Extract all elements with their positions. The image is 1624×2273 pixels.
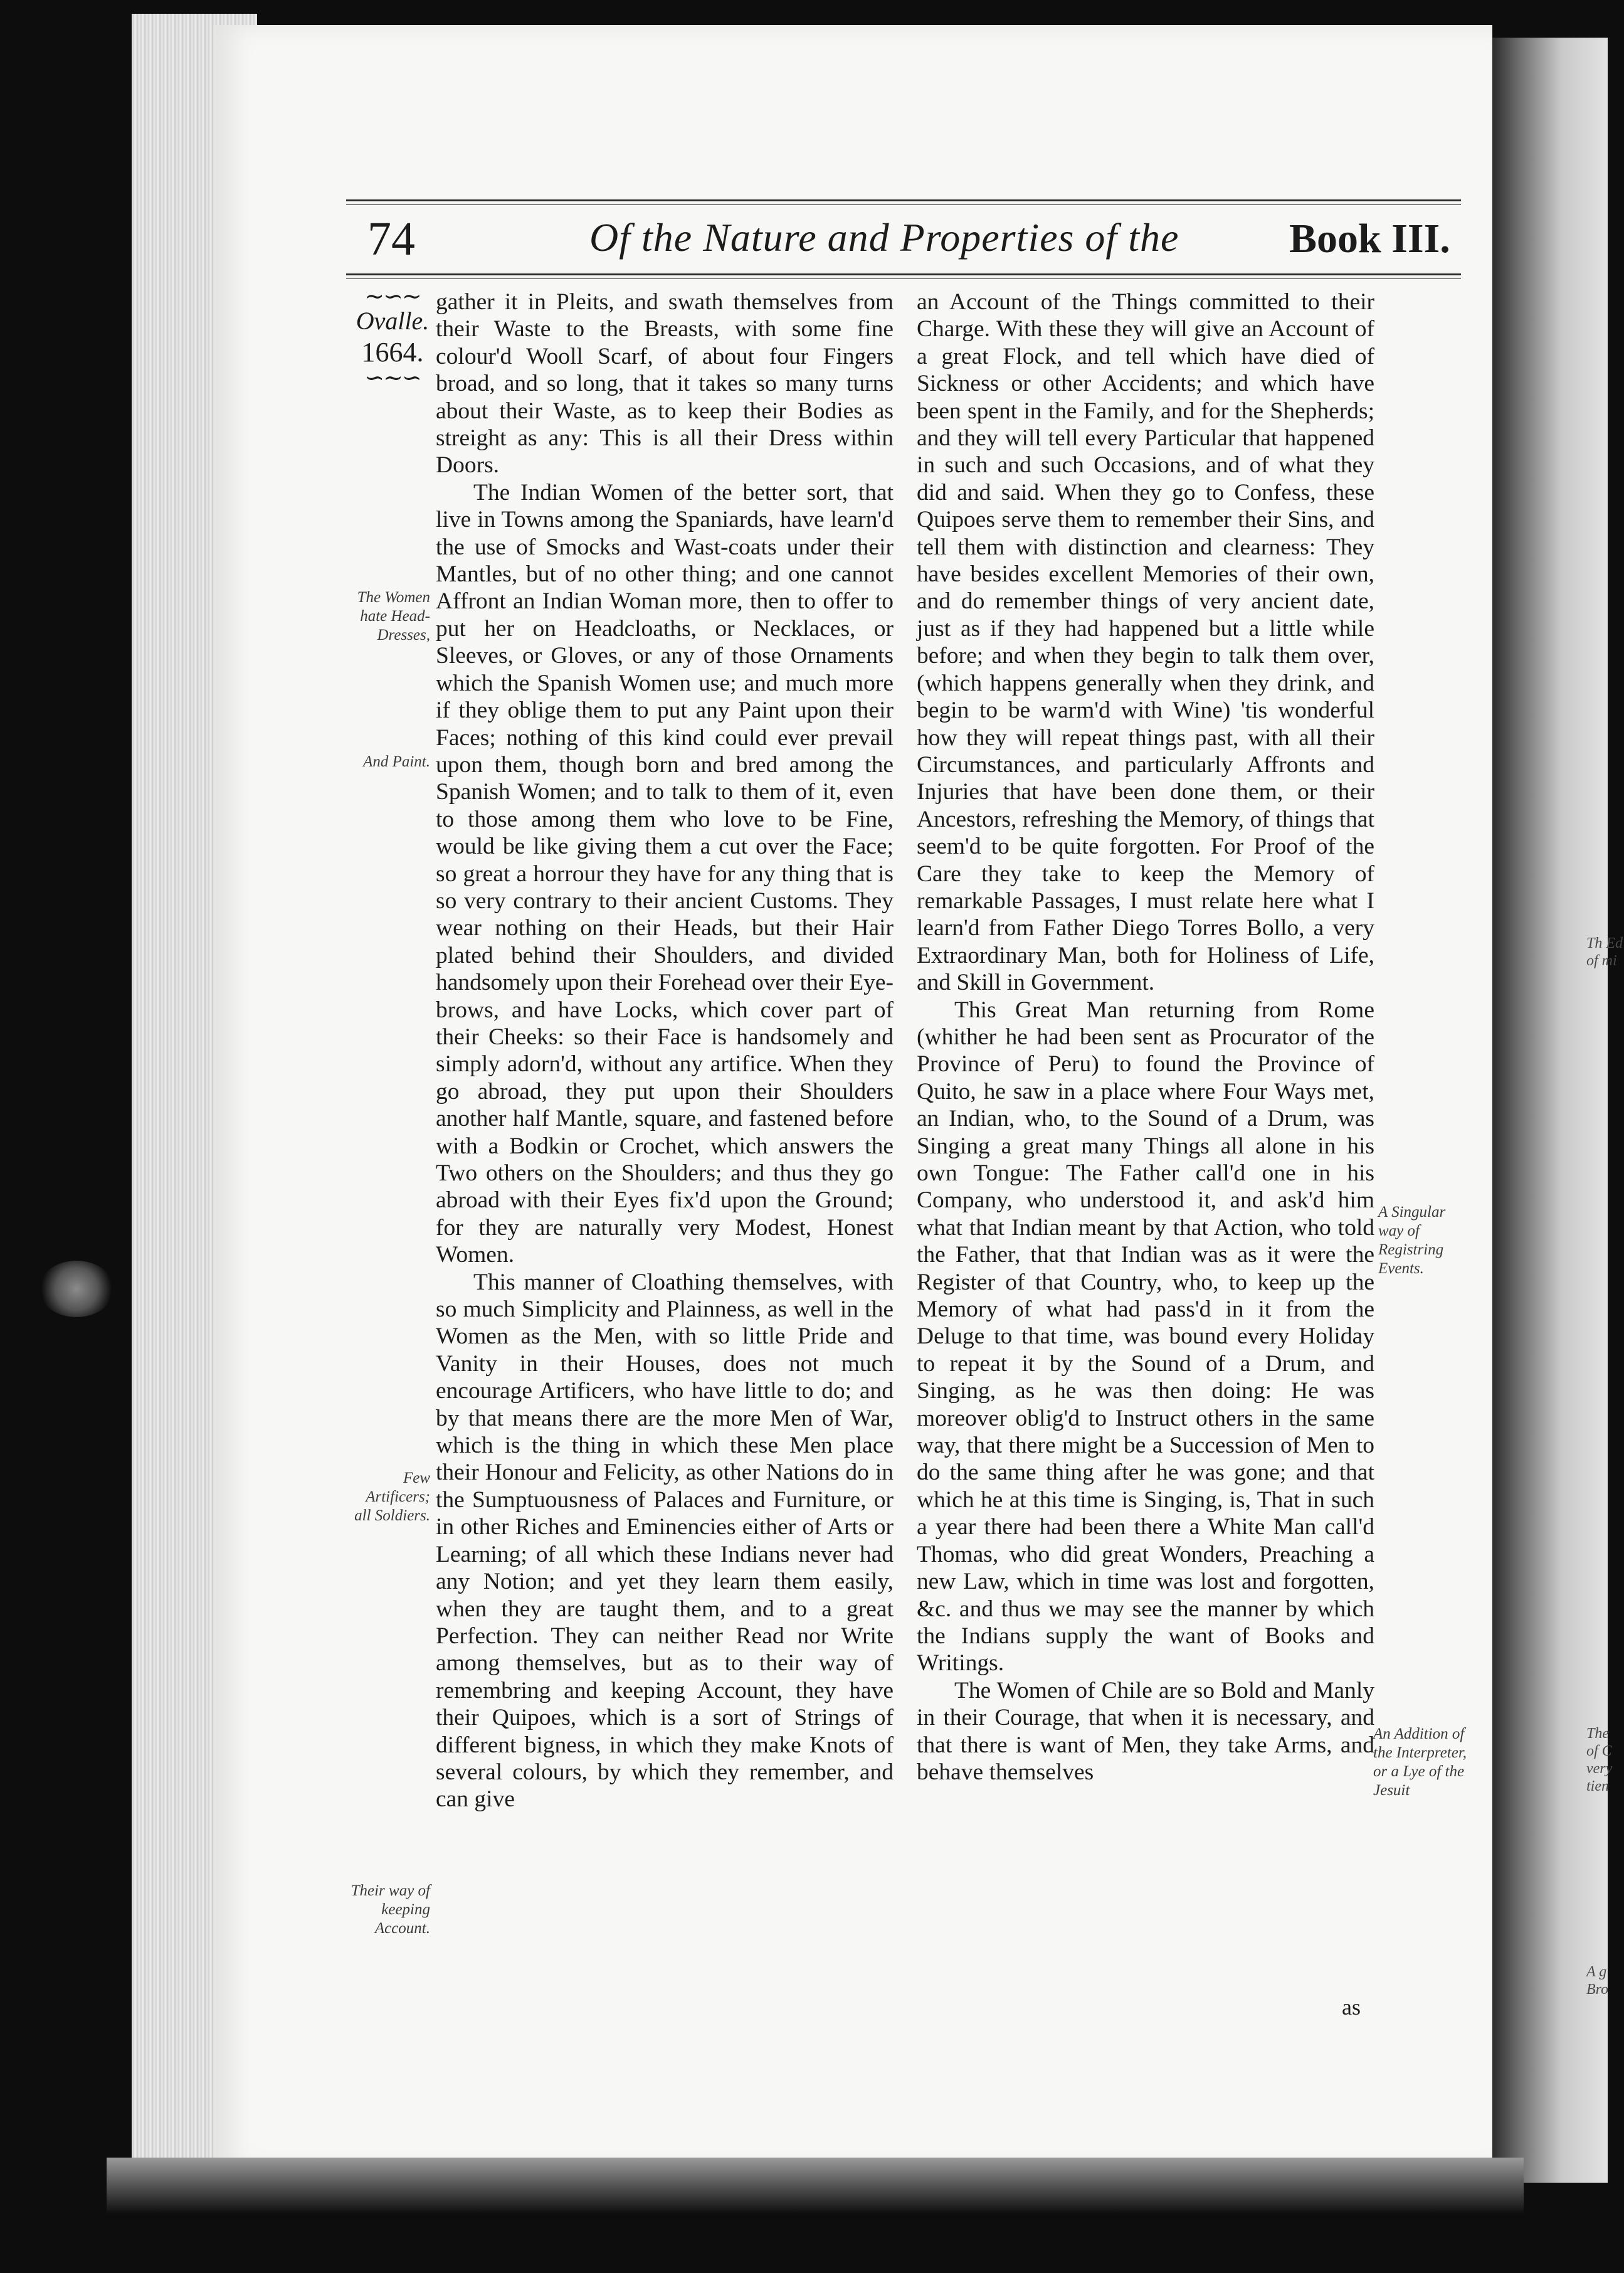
margin-note: An Addition of the Interpreter, or a Lye of the Jesuit: [1373, 1725, 1467, 1799]
facing-page-fragment: Th Ed of mi: [1586, 935, 1623, 969]
left-text-column: [436, 289, 894, 1813]
paragraph: This manner of Cloathing themselves, with so much Simplicity and Plainness, as well in the Women as the Men, with so little Pride and Vanity in their Houses, does not much encourage Artificers, who have little to do; and by that means there are the more Men of War, which is the thing in which these Men place their Honour and Felicity, as other Nations do in the Sumptuousness of Palaces and Furniture, or in other Riches and Eminencies either of Arts or Learning; of all which these Indians never had any Notion; and yet they learn them easily, when they are taught them, and to a great Perfection. They can neither Read nor Write among themselves, but as to their way of remembring and keeping Account, they have their Quipoes, which is a sort of Strings of different bigness, in which they make Knots of several colours, by which they remember, and can give: [436, 1269, 894, 1813]
paragraph: an Account of the Things committed to their Charge. With these they will give an Account of a great Flock, and tell which have died of Sickness or other Accidents; and which have been spent in the Family, and for the Shepherds; and they will tell every Particular that happened in such and such Occasions, and of what they did and said. When they go to Confess, these Quipoes serve them to remember their Sins, and tell them with distinction and clearness: They have besides excellent Memories of their own, and do remember things of very ancient date, just as if they had happened but a little while before; and when they begin to talk them over, (which happens generally when they drink, and begin to be warm'd with Wine) 'tis wonderful how they will repeat things past, with all their Circumstances, and particularly Affronts and Injuries that have been done them, or their Ancestors, refreshing the Memory, of things that seem'd to be quite forgotten. For Proof of the Care they take to keep the Memory of remarkable Passages, I must relate here what I learn'd from Father Diego Torres Bollo, a very Extraordinary Man, both for Holiness of Life, and Skill in Government.: [917, 289, 1374, 996]
margin-note: Few Artificers; all Soldiers.: [354, 1470, 430, 1524]
paragraph: The Indian Women of the better sort, that live in Towns among the Spaniards, have learn'd the use of Smocks and Wast-coats under their Mantles, but of no other thing; and one cannot Affront an Indian Woman more, then to offer to put her on Headcloaths, or Necklaces, or Sleeves, or Gloves, or any of those Ornaments which the Spanish Women use; and much more if they oblige them to put any Paint upon their Faces; nothing of this kind could ever prevail upon them, though born and bred among the Spanish Women; and to talk to them of it, even to those among them who love to be Fine, would be like giving them a cut over the Face; so great a horrour they have for any thing that is so very contrary to their ancient Customs. They wear nothing on their Heads, but their Hair plated behind their Shoulders, and divided handsomely upon their Forehead over their Eye-brows, and have Locks, which cover part of their Cheeks: so their Face is handsomely and simply adorn'd, without any artifice. When they go abroad, they put upon their Shoulders another half Mantle, square, and fastened before with a Bodkin or Crochet, which answers the Two others on the Shoulders; and thus they go abroad with their Eyes fix'd upon the Ground; for they are naturally very Modest, Honest Women.: [436, 479, 894, 1268]
paragraph: This Great Man returning from Rome (whither he had been sent as Procurator of the Province of Peru) to found the Province of Quito, he saw in a place where Four Ways met, an Indian, who, to the Sound of a Drum, was Singing a great many Things all alone in his own Tongue: The Father call'd one in his Company, who understood it, and ask'd him what that Indian meant by that Action, who told the Father, that that Indian was as it were the Register of that Country, who, to keep up the Memory of what had pass'd in it from the Deluge to that time, was bound every Holiday to repeat it by the Sound of a Drum, and Singing, as he was then doing: He was moreover oblig'd to Instruct others in the same way, that there might be a Succession of Men to do the same thing after he was gone; and that which he at this time is Singing, is, That in such a year there had been there a White Man call'd Thomas, who did great Wonders, Preaching a new Law, which in time was lost and forgotten, &c. and thus we may see the manner by which the Indians supply the want of Books and Writings.: [917, 997, 1374, 1677]
header-rule-bottom: [346, 273, 1461, 279]
page-shadow: [107, 2158, 1524, 2214]
margin-note: Their way of keeping Account.: [351, 1882, 430, 1937]
book-label: Book III.: [1289, 216, 1450, 262]
facing-page-edge: [1492, 38, 1623, 2183]
page-number: 74: [367, 213, 415, 265]
marker-year: 1664.: [361, 337, 424, 368]
margin-note: A Singular way of Registring Events.: [1378, 1204, 1446, 1277]
facing-page-fragment: The of C very tien: [1586, 1725, 1613, 1794]
margin-note: The Women hate Head-Dresses,: [357, 589, 430, 644]
flourish-ornament: ∼∽∼: [364, 283, 421, 310]
flourish-ornament: ∽∼∽: [364, 365, 421, 391]
paragraph: The Women of Chile are so Bold and Manly in their Courage, that when it is necessary, and that there is want of Men, they take Arms, and behave themselves: [917, 1677, 1374, 1785]
paragraph: gather it in Pleits, and swath themselves from their Waste to the Breasts, with some fine colour'd Wooll Scarf, of about four Fingers broad, and so long, that it takes so many turns about their Waste, as to keep their Bodies as streight as any: This is all their Dress within Doors.: [436, 289, 894, 479]
right-text-column: [917, 289, 1374, 1786]
catchword: as: [1342, 1995, 1361, 2020]
date-marker: [349, 283, 436, 391]
fingerprint-smudge: [39, 1261, 114, 1317]
header-rule-top: [346, 199, 1461, 205]
running-title: Of the Nature and Properties of the: [589, 215, 1179, 260]
margin-note: And Paint.: [363, 753, 430, 770]
facing-page-fragment: A g Bro: [1586, 1964, 1609, 1998]
marker-author: Ovalle.: [356, 307, 430, 335]
